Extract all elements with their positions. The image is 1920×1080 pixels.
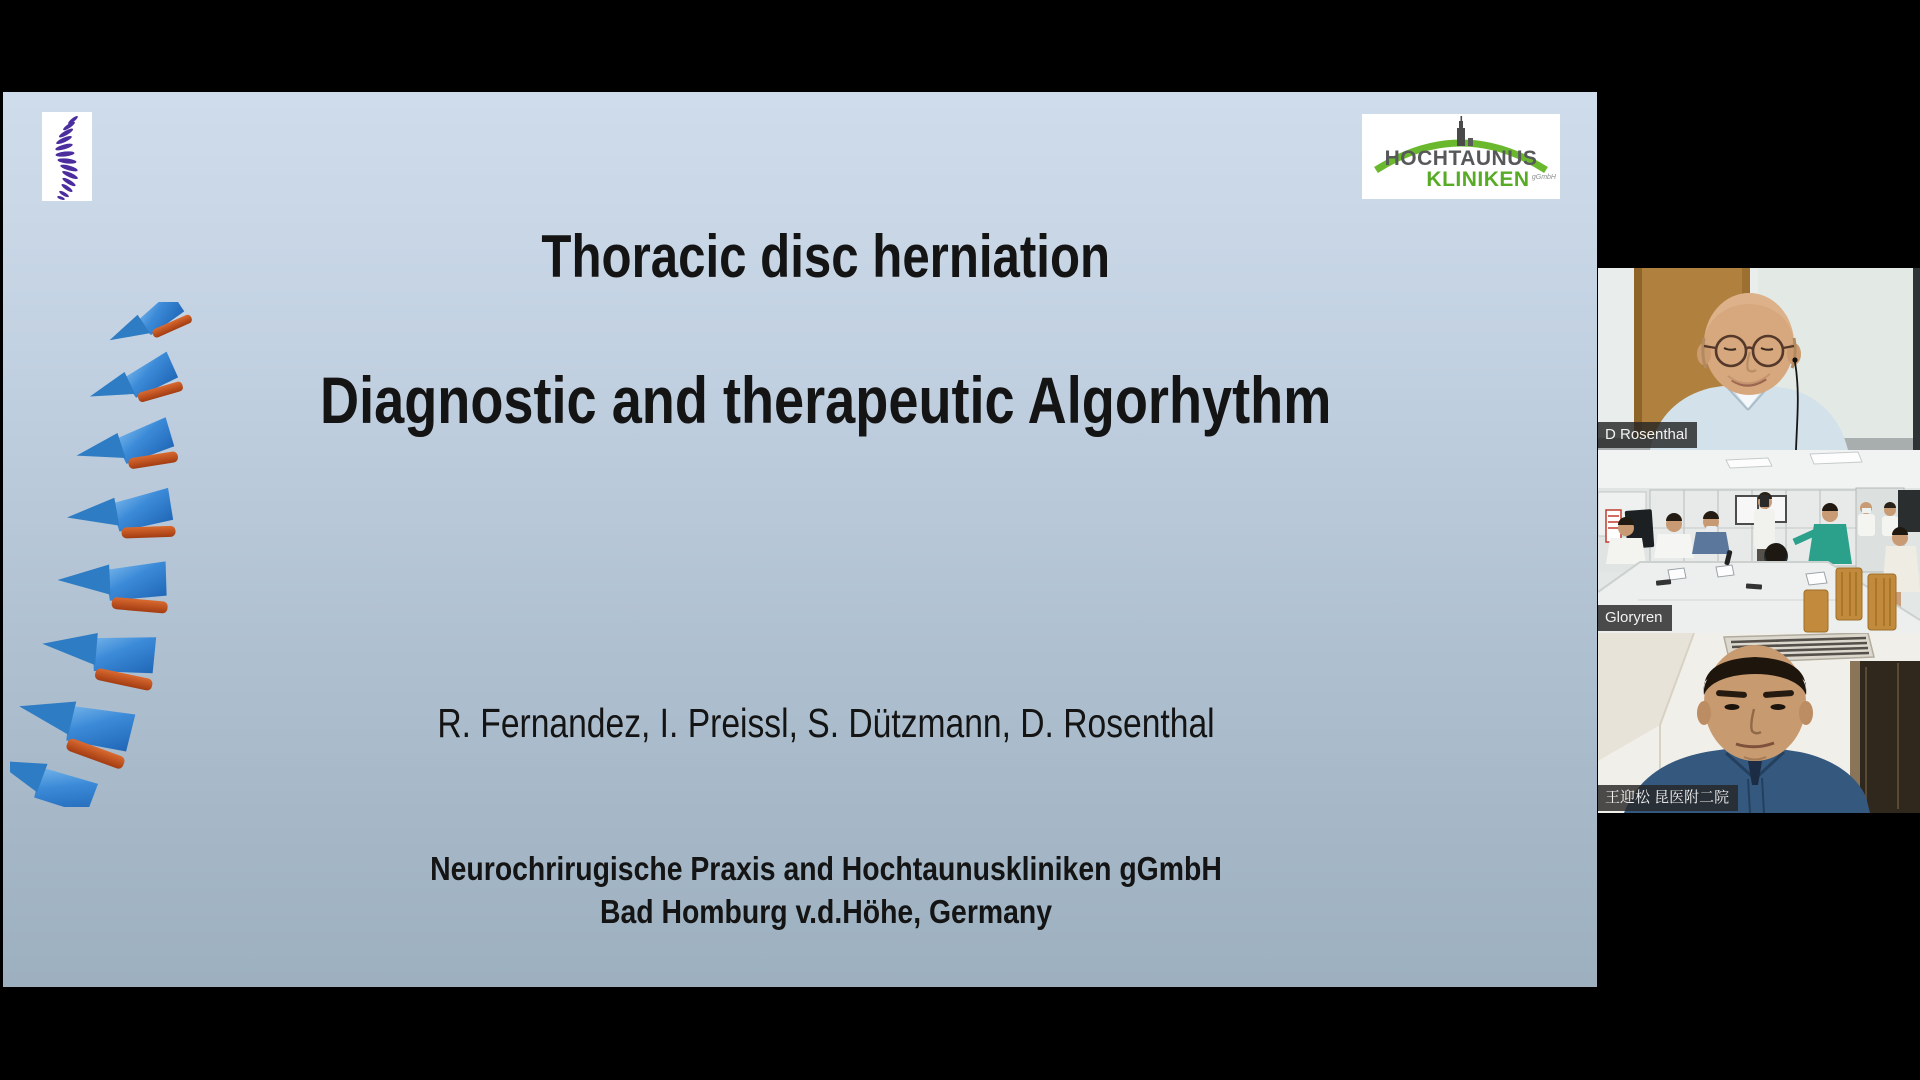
- video-tile-gloryren[interactable]: [1598, 450, 1920, 633]
- logo-text-kliniken: KLINIKEN: [1426, 168, 1530, 191]
- shared-screen-slide: [3, 92, 1597, 987]
- participant-name-tag: 王迎松 昆医附二院: [1598, 785, 1738, 811]
- affiliation-line-2: Bad Homburg v.d.Höhe, Germany: [599, 892, 1053, 930]
- slide-affiliation: [55, 848, 1597, 934]
- slide-authors: R. Fernandez, I. Preissl, S. Dützmann, D. Rosenthal: [437, 700, 1215, 746]
- logo-text-ggmbh: gGmbH: [1531, 174, 1556, 181]
- participant-name-tag: Gloryren: [1598, 605, 1672, 631]
- slide-subtitle: Diagnostic and therapeutic Algorhythm: [320, 363, 1332, 437]
- affiliation-line-1: Neurochrirugische Praxis and Hochtaunuskliniken gGmbH: [430, 850, 1222, 887]
- logo-text-hochtaunus: HOCHTAUNUS: [1384, 147, 1538, 170]
- video-tile-wang-yingsong[interactable]: [1598, 633, 1920, 813]
- video-tile-d-rosenthal[interactable]: [1598, 268, 1920, 450]
- participant-name-tag: D Rosenthal: [1598, 422, 1697, 448]
- slide-text-layer: [55, 92, 1597, 987]
- slide-title: Thoracic disc herniation: [541, 223, 1111, 290]
